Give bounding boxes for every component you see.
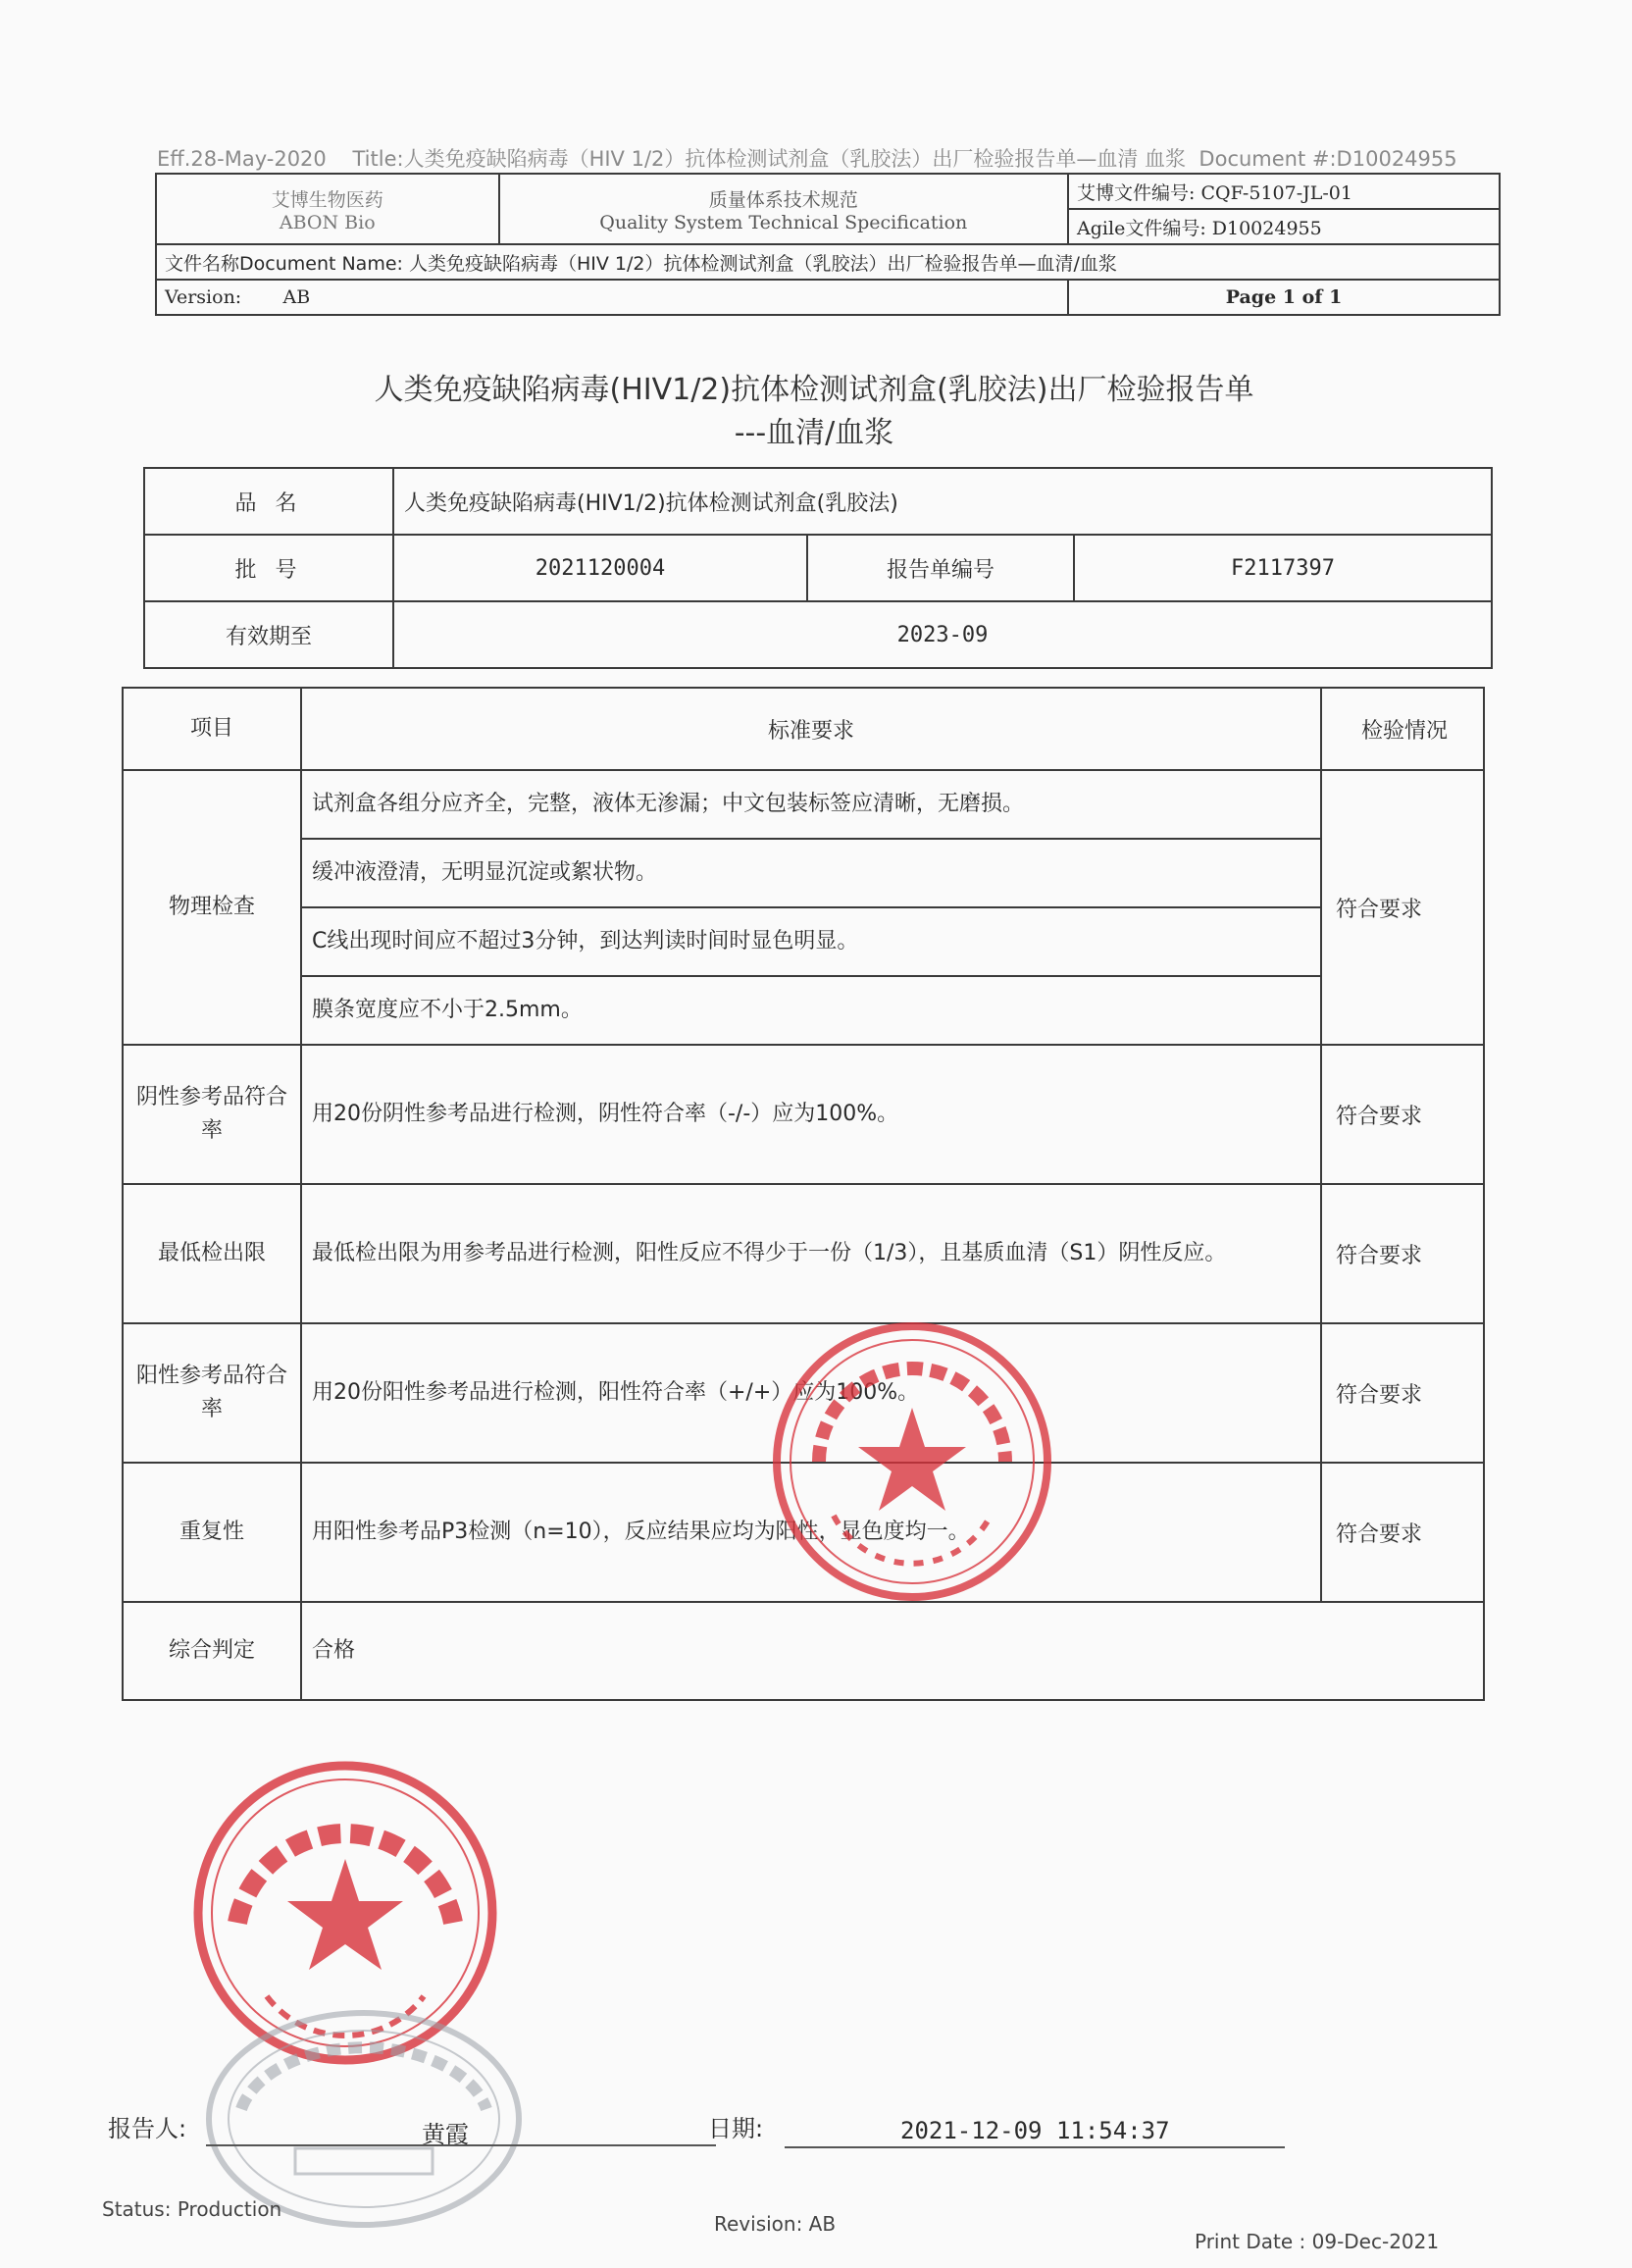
product-value: 人类免疫缺陷病毒(HIV1/2)抗体检测试剂盒(乳胶法)	[393, 468, 1492, 535]
batch-value: 2021120004	[393, 535, 807, 601]
version-value: AB	[282, 286, 311, 308]
top-meta-line	[157, 143, 1457, 173]
report-headline	[177, 369, 1452, 455]
physical-result: 符合要求	[1321, 770, 1484, 1045]
version-cell	[156, 280, 1068, 315]
reporter-name: 黄霞	[422, 2121, 469, 2148]
col-item-header: 项目	[123, 688, 301, 770]
doc-number: Document #:D10024955	[1198, 147, 1457, 171]
lod-item: 最低检出限	[123, 1184, 301, 1323]
headline-line2: ---血清/血浆	[734, 416, 894, 450]
doc-name: 文件名称Document Name: 人类免疫缺陷病毒（HIV 1/2）抗体检测试剂盒（乳胶法）出厂检验报告单—血清/血浆	[156, 244, 1500, 280]
physical-req-3: C线出现时间应不超过3分钟，到达判读时间时显色明显。	[301, 907, 1321, 976]
agile-no: Agile文件编号: D10024955	[1068, 209, 1500, 244]
product-info-table	[143, 467, 1493, 669]
signature-row	[108, 2109, 1579, 2148]
footer-status: Status: Production	[102, 2197, 282, 2221]
repeat-item: 重复性	[123, 1463, 301, 1602]
reporter-label: 报告人:	[108, 2115, 187, 2142]
physical-req-2: 缓冲液澄清，无明显沉淀或絮状物。	[301, 839, 1321, 907]
abon-no: 艾博文件编号: CQF-5107-JL-01	[1068, 174, 1500, 209]
positive-item: 阳性参考品符合率	[123, 1323, 301, 1463]
spec-en: Quality System Technical Specification	[599, 211, 968, 233]
header-table	[155, 173, 1501, 316]
headline-line1: 人类免疫缺陷病毒(HIV1/2)抗体检测试剂盒(乳胶法)出厂检验报告单	[374, 373, 1254, 407]
company-seal-stamp	[765, 1314, 1059, 1609]
batch-label: 批 号	[144, 535, 393, 601]
lod-result: 符合要求	[1321, 1184, 1484, 1323]
conclusion-item: 综合判定	[123, 1602, 301, 1700]
company-en: ABON Bio	[279, 211, 376, 233]
report-label: 报告单编号	[807, 535, 1074, 601]
col-req-header: 标准要求	[301, 688, 1321, 770]
company-cn: 艾博生物医药	[271, 188, 383, 211]
date-value: 2021-12-09 11:54:37	[900, 2117, 1170, 2144]
expiry-value: 2023-09	[393, 601, 1492, 668]
spec-cell	[499, 174, 1069, 244]
negative-req: 用20份阴性参考品进行检测，阴性符合率（-/-）应为100%。	[301, 1045, 1321, 1184]
version-label: Version:	[165, 286, 242, 308]
company-cell	[156, 174, 499, 244]
physical-item: 物理检查	[123, 770, 301, 1045]
expiry-label: 有效期至	[144, 601, 393, 668]
positive-result: 符合要求	[1321, 1323, 1484, 1463]
date-underline	[785, 2146, 1285, 2148]
physical-req-4: 膜条宽度应不小于2.5mm。	[301, 976, 1321, 1045]
footer-revision: Revision: AB	[714, 2212, 837, 2236]
positive-req: 用20份阳性参考品进行检测，阳性符合率（+/+）应为100%。	[301, 1323, 1321, 1463]
product-label: 品 名	[144, 468, 393, 535]
reporter-underline	[206, 2144, 716, 2146]
page-number: Page 1 of 1	[1068, 280, 1500, 315]
doc-title-line: Title:人类免疫缺陷病毒（HIV 1/2）抗体检测试剂盒（乳胶法）出厂检验报告单—血清 血浆	[352, 147, 1187, 171]
col-result-header: 检验情况	[1321, 688, 1484, 770]
lod-req: 最低检出限为用参考品进行检测，阳性反应不得少于一份（1/3），且基质血清（S1）阴性反应。	[301, 1184, 1321, 1323]
date-label: 日期:	[708, 2115, 764, 2142]
repeat-req: 用阳性参考品P3检测（n=10），反应结果应均为阳性，显色度均一。	[301, 1463, 1321, 1602]
report-value: F2117397	[1074, 535, 1492, 601]
negative-result: 符合要求	[1321, 1045, 1484, 1184]
physical-req-1: 试剂盒各组分应齐全，完整，液体无渗漏；中文包装标签应清晰，无磨损。	[301, 770, 1321, 839]
conclusion-value: 合格	[301, 1602, 1484, 1700]
spec-cn: 质量体系技术规范	[708, 188, 858, 211]
negative-item: 阴性参考品符合率	[123, 1045, 301, 1184]
eff-date: Eff.28-May-2020	[157, 147, 327, 171]
repeat-result: 符合要求	[1321, 1463, 1484, 1602]
footer-print-date: Print Date : 09-Dec-2021	[1195, 2230, 1440, 2253]
